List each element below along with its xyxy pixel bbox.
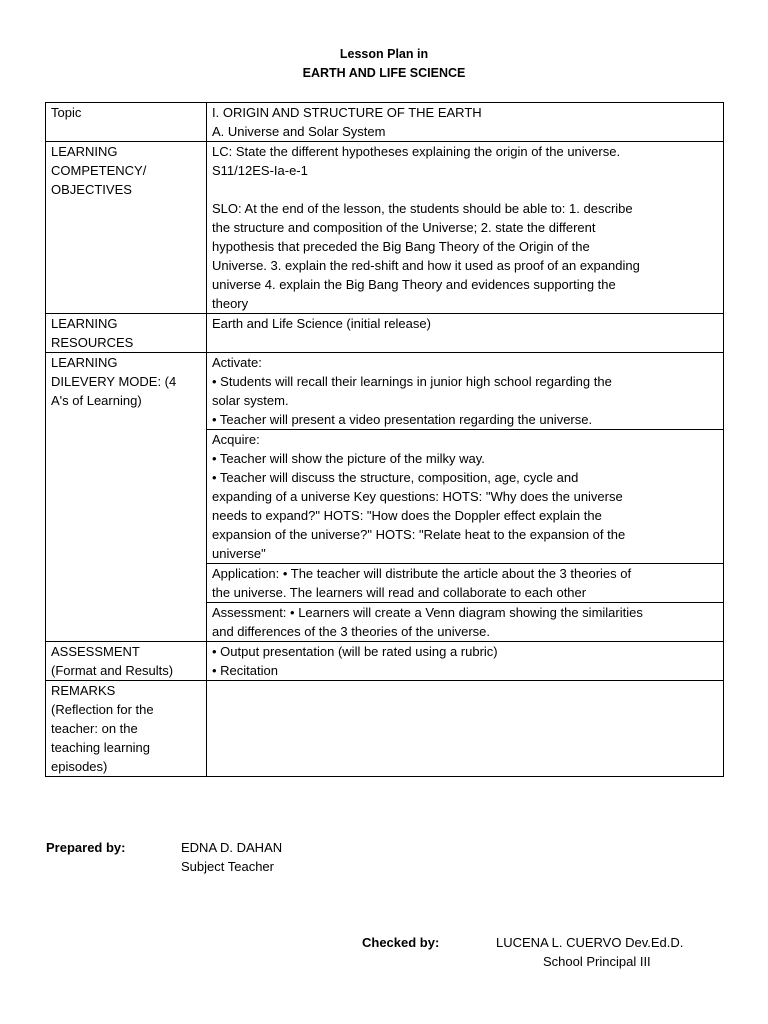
remarks-label: REMARKS (Reflection for the teacher: on the teaching learning episodes) [46, 681, 207, 777]
checked-by-title: School Principal III [543, 954, 651, 969]
competency-value: LC: State the different hypotheses explaining the origin of the universe. S11/12ES-Ia-e-1 SLO: At the end of the lesson, the students should be able to: 1. describe the structure and composition of the Universe; 2. state the different hypothesis that preceded the Big Bang Theory of the Origin of the Universe. 3. explain the red-shift and how it used as proof of an expanding universe 4. explain the Big Bang Theory and evidences supporting the theory [207, 142, 724, 314]
lesson-plan-table [45, 102, 724, 777]
assessment-label: ASSESSMENT (Format and Results) [46, 642, 207, 681]
resources-value: Earth and Life Science (initial release) [207, 314, 724, 353]
assessment-activity-cell: Assessment: • Learners will create a Venn diagram showing the similarities and differences of the 3 theories of the universe. [207, 603, 724, 642]
resources-label: LEARNING RESOURCES [46, 314, 207, 353]
acquire-cell: Acquire: • Teacher will show the picture of the milky way. • Teacher will discuss the structure, composition, age, cycle and expanding of a universe Key questions: HOTS: "Why does the universe needs to expand?" HOTS: "How does the Doppler effect explain the expansion of the universe?" HOTS: "Relate heat to the expansion of the universe" [207, 430, 724, 564]
row-remarks [46, 681, 724, 777]
delivery-label: LEARNING DILEVERY MODE: (4 A's of Learning) [46, 353, 207, 642]
row-resources [46, 314, 724, 353]
row-activate [46, 353, 724, 430]
row-competency [46, 142, 724, 314]
assessment-value: • Output presentation (will be rated using a rubric) • Recitation [207, 642, 724, 681]
checked-by-name: LUCENA L. CUERVO Dev.Ed.D. [496, 935, 684, 950]
title-line-2: EARTH AND LIFE SCIENCE [302, 66, 466, 80]
competency-label: LEARNING COMPETENCY/ OBJECTIVES [46, 142, 207, 314]
application-cell: Application: • The teacher will distribute the article about the 3 theories of the universe. The learners will read and collaborate to each other [207, 564, 724, 603]
activate-cell: Activate: • Students will recall their learnings in junior high school regarding the solar system. • Teacher will present a video presentation regarding the universe. [207, 353, 724, 430]
topic-value: I. ORIGIN AND STRUCTURE OF THE EARTH A. Universe and Solar System [207, 103, 724, 142]
row-assessment [46, 642, 724, 681]
prepared-by-title: Subject Teacher [181, 859, 274, 874]
checked-by-label: Checked by: [362, 935, 440, 950]
topic-label: Topic [46, 103, 207, 142]
prepared-by-label: Prepared by: [46, 840, 126, 855]
remarks-value [207, 681, 724, 777]
row-topic [46, 103, 724, 142]
title-line-1: Lesson Plan in [339, 47, 429, 61]
prepared-by-name: EDNA D. DAHAN [181, 840, 283, 855]
